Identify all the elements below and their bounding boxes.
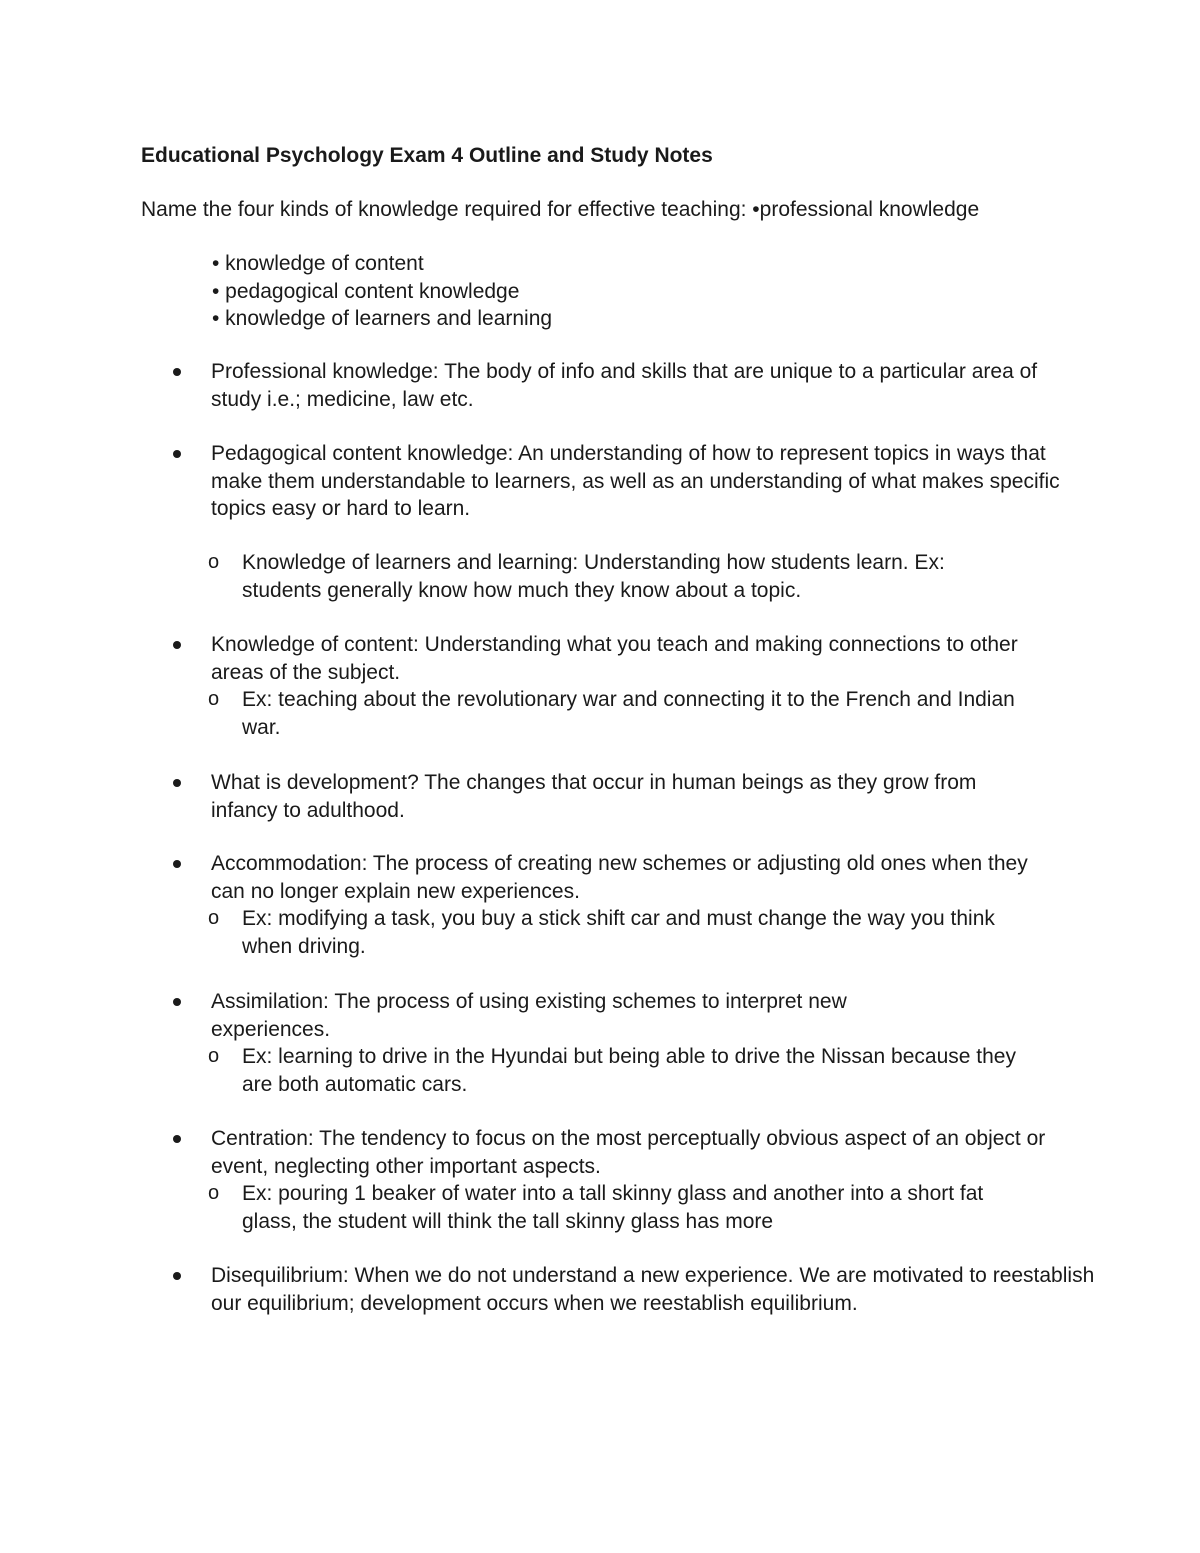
sub-bullet-text: Ex: learning to drive in the Hyundai but being able to drive the Nissan because they are both automatic cars.	[242, 1045, 1016, 1096]
bullet-dot	[173, 450, 181, 458]
sub-bullet-text: Ex: teaching about the revolutionary war and connecting it to the French and Indian war.	[242, 688, 1015, 739]
bullet-dot	[173, 779, 181, 787]
bullet-knowledge-of-content	[171, 631, 1071, 741]
bullet-dot	[173, 860, 181, 868]
sub-knowledge-of-learners	[171, 549, 1071, 604]
document-title: Educational Psychology Exam 4 Outline and Study Notes	[141, 144, 713, 167]
bullet-dot	[173, 641, 181, 649]
bullet-professional-knowledge	[171, 358, 1071, 413]
bullet-text: Accommodation: The process of creating new schemes or adjusting old ones when they can no longer explain new experiences.	[211, 852, 1028, 903]
bullet-disequilibrium	[171, 1262, 1095, 1317]
bullet-text: Centration: The tendency to focus on the most perceptually obvious aspect of an object or event, neglecting other important aspects.	[211, 1127, 1046, 1178]
bullet-development	[171, 769, 1071, 824]
intro-list-item: • knowledge of learners and learning	[212, 307, 553, 330]
bullet-text: Professional knowledge: The body of info and skills that are unique to a particular area of study i.e.; medicine, law etc.	[211, 360, 1038, 411]
sub-bullet-marker: o	[208, 1182, 220, 1204]
bullet-text: What is development? The changes that occur in human beings as they grow from infancy to adulthood.	[211, 771, 977, 822]
sub-bullet-marker: o	[208, 1045, 220, 1067]
bullet-text: Pedagogical content knowledge: An understanding of how to represent topics in ways that make them understandable to learners, as well as an understanding of what makes specific topics easy or hard to learn.	[211, 442, 1060, 520]
bullet-pedagogical-content-knowledge	[171, 440, 1071, 523]
bullet-accommodation	[171, 850, 1071, 960]
sub-bullet-text: Knowledge of learners and learning: Understanding how students learn. Ex: students generally know how much they know about a topic.	[242, 551, 945, 602]
intro-list-item: • pedagogical content knowledge	[212, 279, 520, 303]
sub-bullet-text: Ex: modifying a task, you buy a stick shift car and must change the way you think when driving.	[242, 907, 995, 958]
bullet-text: Disequilibrium: When we do not understand a new experience. We are motivated to reestablish our equilibrium; development occurs when we reestablish equilibrium.	[211, 1264, 1095, 1315]
sub-bullet-marker: o	[208, 551, 220, 573]
bullet-dot	[173, 1272, 181, 1280]
sub-bullet-text: Ex: pouring 1 beaker of water into a tall skinny glass and another into a short fat glass, the student will think the tall skinny glass has more	[242, 1182, 984, 1233]
bullet-dot	[173, 368, 181, 376]
bullet-dot	[173, 998, 181, 1006]
bullet-centration	[171, 1125, 1071, 1235]
intro-list-item: • knowledge of content	[212, 252, 424, 275]
intro-knowledge-list	[212, 250, 552, 333]
bullet-assimilation	[171, 988, 1071, 1098]
bullet-text: Knowledge of content: Understanding what you teach and making connections to other areas of the subject.	[211, 633, 1018, 684]
intro-question: Name the four kinds of knowledge required for effective teaching: •professional knowledge	[141, 198, 980, 221]
bullet-text: Assimilation: The process of using existing schemes to interpret new experiences.	[211, 990, 847, 1041]
sub-bullet-marker: o	[208, 907, 220, 929]
bullet-dot	[173, 1135, 181, 1143]
sub-bullet-marker: o	[208, 688, 220, 710]
